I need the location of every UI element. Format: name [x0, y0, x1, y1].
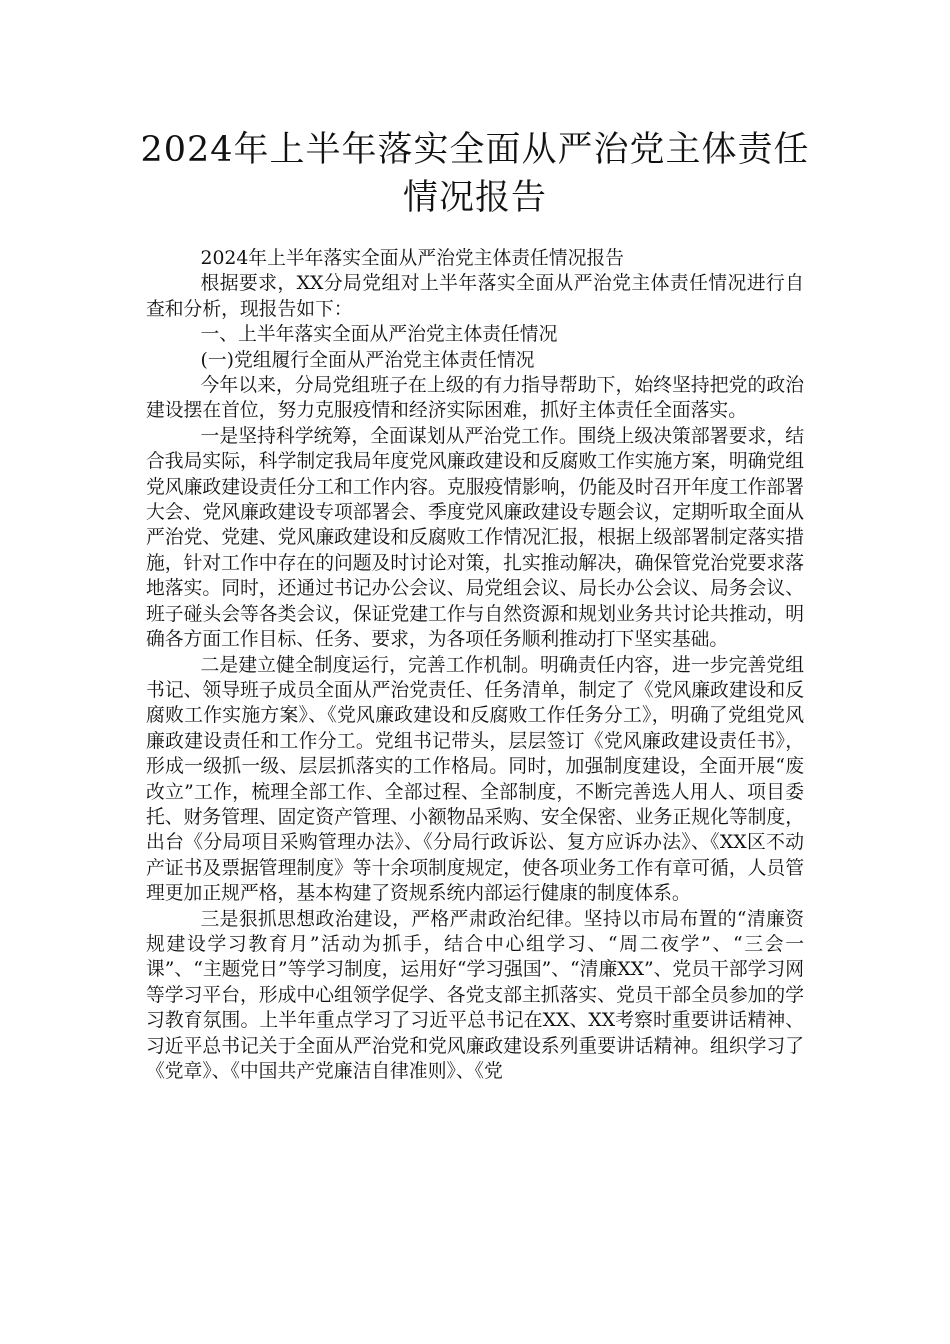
document-title: 2024年上半年落实全面从严治党主体责任情况报告: [140, 130, 810, 218]
paragraph-point-3: 三是狠抓思想政治建设，严格严肃政治纪律。坚持以市局布置的“清廉资规建设学习教育月”活动为抓手，结合中心组学习、“周二夜学”、“三会一课”、“主题党日”等学习制度，运用好“学习强国”、“清廉XX”、党员干部学习网等学习平台，形成中心组领学促学、各党支部主抓落实、党员干部全员参加的学习教育氛围。上半年重点学习了习近平总书记在XX、XX考察时重要讲话精神、习近平总书记关于全面从严治党和党风廉政建设系列重要讲话精神。组织学习了《党章》、《中国共产党廉洁自律准则》、《党: [146, 908, 804, 1082]
paragraph-overview: 今年以来，分局党组班子在上级的有力指导帮助下，始终坚持把党的政治建设摆在首位，努力克服疫情和经济实际困难，抓好主体责任全面落实。: [146, 375, 804, 422]
paragraph-point-1: 一是坚持科学统筹，全面谋划从严治党工作。围绕上级决策部署要求，结合我局实际，科学制定我局年度党风廉政建设和反腐败工作实施方案，明确党组党风廉政建设责任分工和工作内容。克服疫情影响，仍能及时召开年度工作部署大会、党风廉政建设专项部署会、季度党风廉政建设专题会议，定期听取全面从严治党、党建、党风廉政建设和反腐败工作情况汇报，根据上级部署制定落实措施，针对工作中存在的问题及时讨论对策，扎实推动解决，确保管党治党要求落地落实。同时，还通过书记办公会议、局党组会议、局长办公会议、局务会议、班子碰头会等各类会议，保证党建工作与自然资源和规划业务共讨论共推动，明确各方面工作目标、任务、要求，为各项任务顺利推动打下坚实基础。: [146, 425, 804, 651]
paragraph-point-2: 二是建立健全制度运行，完善工作机制。明确责任内容，进一步完善党组书记、领导班子成员全面从严治党责任、任务清单，制定了《党风廉政建设和反腐败工作实施方案》、《党风廉政建设和反腐败工作任务分工》，明确了党组党风廉政建设责任和工作分工。党组书记带头，层层签订《党风廉政建设责任书》，形成一级抓一级、层层抓落实的工作格局。同时，加强制度建设，全面开展“废改立”工作，梳理全部工作、全部过程、全部制度，不断完善选人用人、项目委托、财务管理、固定资产管理、小额物品采购、安全保密、业务正规化等制度，出台《分局项目采购管理办法》、《分局行政诉讼、复方应诉办法》、《XX区不动产证书及票据管理制度》等十余项制度规定，使各项业务工作有章可循，人员管理更加正规严格，基本构建了资规系统内部运行健康的制度体系。: [146, 654, 804, 905]
paragraph-intro: 根据要求，XX分局党组对上半年落实全面从严治党主体责任情况进行自查和分析，现报告如下：: [146, 273, 804, 320]
document-body: [146, 246, 804, 1084]
subsection-heading-1: (一)党组履行全面从严治党主体责任情况: [200, 349, 535, 371]
paragraph-heading-repeat: 2024年上半年落实全面从严治党主体责任情况报告: [200, 248, 624, 269]
section-heading-1: 一、上半年落实全面从严治党主体责任情况: [200, 324, 558, 346]
